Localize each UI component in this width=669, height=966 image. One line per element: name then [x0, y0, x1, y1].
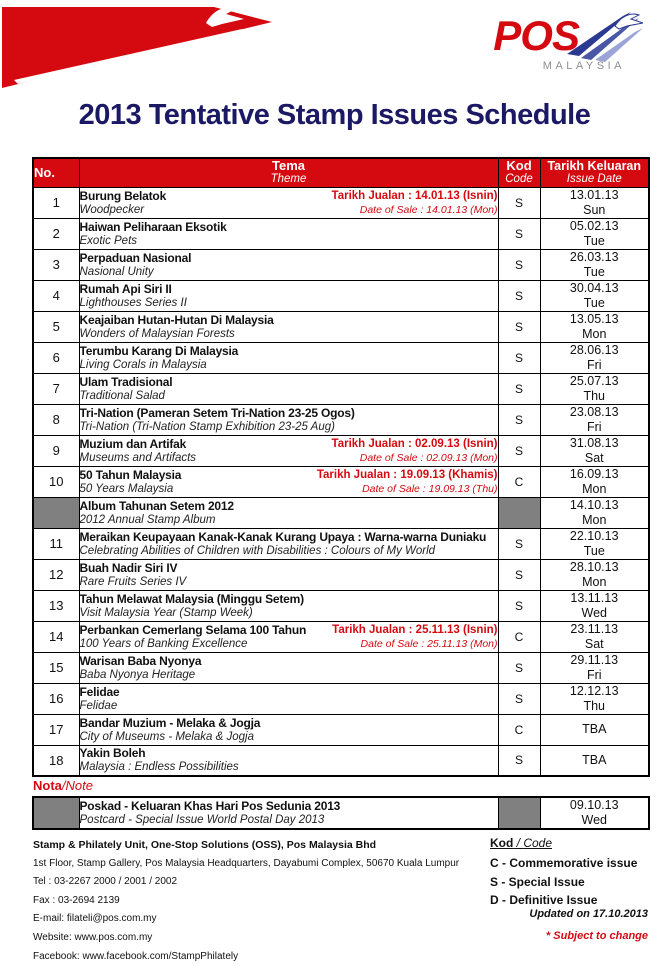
theme-text — [80, 561, 187, 589]
theme-cell — [79, 404, 498, 435]
issue-day: Sun — [583, 202, 606, 217]
contact-line: E-mail: filateli@pos.com.my — [33, 913, 157, 925]
theme-text — [80, 499, 234, 527]
schedule-table — [32, 157, 650, 777]
code-cell: C — [498, 466, 540, 497]
row-number-cell: 4 — [33, 280, 79, 311]
row-number-cell: 1 — [33, 187, 79, 218]
theme-text — [80, 406, 355, 434]
theme-title-english: Tri-Nation (Tri-Nation Stamp Exhibition 23-25 Aug) — [79, 420, 335, 433]
theme-cell — [79, 714, 498, 745]
code-cell: S — [498, 280, 540, 311]
theme-flex — [80, 592, 498, 620]
theme-title-malay: Album Tahunan Setem 2012 — [79, 498, 234, 513]
theme-cell — [79, 652, 498, 683]
code-legend — [490, 836, 648, 910]
contact-line: Fax : 03-2694 2139 — [33, 894, 120, 906]
theme-text — [80, 189, 167, 217]
bird-icon — [615, 14, 643, 29]
theme-text — [80, 592, 304, 620]
issue-date: TBA — [582, 722, 607, 736]
issue-date-cell — [540, 187, 649, 218]
issue-date-cell — [540, 559, 649, 590]
issue-day: Sat — [584, 636, 604, 651]
code-cell: S — [498, 435, 540, 466]
code-cell — [498, 497, 540, 528]
row-number-cell: 3 — [33, 249, 79, 280]
row-number-cell: 5 — [33, 311, 79, 342]
legend-item: D - Definitive Issue — [490, 893, 598, 907]
row-number-cell: 17 — [33, 714, 79, 745]
theme-title-english: Rare Fruits Series IV — [79, 575, 187, 588]
issue-date: 23.08.13 — [569, 404, 619, 419]
row-number-cell: 15 — [33, 652, 79, 683]
issue-date: 31.08.13 — [569, 435, 619, 450]
code-cell: C — [498, 714, 540, 745]
code-cell: S — [498, 342, 540, 373]
theme-title-malay: Warisan Baba Nyonya — [79, 653, 202, 668]
legend-item: C - Commemorative issue — [490, 856, 638, 870]
theme-title-english: Living Corals in Malaysia — [79, 358, 207, 371]
theme-flex — [80, 344, 498, 372]
row-number-cell: 9 — [33, 435, 79, 466]
row-number-cell — [33, 497, 79, 528]
theme-flex — [80, 561, 498, 589]
note-date-cell — [540, 797, 649, 829]
issue-date: 26.03.13 — [569, 249, 619, 264]
theme-title-malay: Burung Belatok — [79, 188, 167, 203]
note-theme-cell — [79, 797, 498, 829]
schedule-row — [33, 745, 649, 776]
issue-date: 05.02.13 — [569, 218, 619, 233]
code-cell: S — [498, 187, 540, 218]
code-cell: S — [498, 528, 540, 559]
theme-text — [80, 282, 187, 310]
row-number-cell: 7 — [33, 373, 79, 404]
row-number-cell: 16 — [33, 683, 79, 714]
theme-cell — [79, 466, 498, 497]
theme-text — [80, 220, 227, 248]
theme-cell — [79, 745, 498, 776]
theme-title-english: Visit Malaysia Year (Stamp Week) — [79, 606, 253, 619]
issue-date-cell — [540, 218, 649, 249]
row-number-cell: 10 — [33, 466, 79, 497]
schedule-row — [33, 187, 649, 218]
schedule-row — [33, 590, 649, 621]
row-number-cell: 14 — [33, 621, 79, 652]
issue-day: Wed — [581, 605, 607, 620]
note-table — [32, 796, 650, 830]
theme-title-malay: Felidae — [79, 684, 120, 699]
theme-title-english: Museums and Artifacts — [79, 451, 197, 464]
note-label-malay: Nota — [33, 778, 62, 793]
row-number-cell: 6 — [33, 342, 79, 373]
sale-note-malay: Tarikh Jualan : 02.09.13 (Isnin) — [331, 437, 498, 450]
theme-cell — [79, 187, 498, 218]
theme-title-english: Felidae — [79, 699, 118, 712]
issue-date-cell — [540, 435, 649, 466]
issue-day: Thu — [583, 698, 606, 713]
theme-cell — [79, 435, 498, 466]
theme-text — [80, 344, 239, 372]
theme-flex — [80, 406, 498, 434]
header-code: Kod Code — [498, 158, 540, 187]
note-separator: / — [61, 778, 66, 793]
sale-date-note — [317, 468, 498, 496]
issue-date: 28.06.13 — [569, 342, 619, 357]
issue-date-cell — [540, 280, 649, 311]
issue-day: Tue — [583, 264, 605, 279]
theme-cell — [79, 590, 498, 621]
theme-cell — [79, 373, 498, 404]
theme-title-malay: Rumah Api Siri II — [79, 281, 172, 296]
header-issue-date: Tarikh Keluaran Issue Date — [540, 158, 649, 187]
theme-title-english: Nasional Unity — [79, 265, 154, 278]
theme-flex — [80, 654, 498, 682]
row-number-cell: 18 — [33, 745, 79, 776]
theme-cell — [79, 559, 498, 590]
issue-date: 16.09.13 — [569, 466, 619, 481]
issue-day: Sat — [584, 450, 604, 465]
issue-day: Fri — [586, 667, 602, 682]
schedule-row — [33, 404, 649, 435]
note-label-english: Note — [65, 778, 93, 793]
issue-date: 13.05.13 — [569, 311, 619, 326]
theme-flex — [80, 623, 498, 651]
row-number-cell: 11 — [33, 528, 79, 559]
theme-title-english: Celebrating Abilities of Children with Disabilities : Colours of My World — [79, 544, 436, 557]
theme-cell — [79, 528, 498, 559]
issue-date-cell — [540, 342, 649, 373]
note-row — [33, 797, 649, 829]
theme-text — [80, 716, 261, 744]
contact-line: Stamp & Philately Unit, One-Stop Solutions (OSS), Pos Malaysia Bhd — [33, 839, 377, 851]
sale-note-english: Date of Sale : 02.09.13 (Mon) — [359, 451, 498, 464]
theme-text — [80, 468, 182, 496]
theme-title-malay: Tri-Nation (Pameran Setem Tri-Nation 23-25 Ogos) — [79, 405, 355, 420]
theme-title-english: City of Museums - Melaka & Jogja — [79, 730, 254, 743]
issue-date-cell — [540, 466, 649, 497]
note-heading — [33, 778, 93, 793]
issue-date-cell — [540, 714, 649, 745]
schedule-row — [33, 218, 649, 249]
theme-flex — [80, 468, 498, 496]
issue-day: Mon — [582, 512, 607, 527]
theme-cell — [79, 497, 498, 528]
code-cell: S — [498, 218, 540, 249]
logo-malaysia-text: MALAYSIA — [542, 60, 625, 72]
header-theme: Tema Theme — [79, 158, 498, 187]
theme-title-english: Baba Nyonya Heritage — [79, 668, 196, 681]
table-header — [33, 158, 649, 187]
page-title: 2013 Tentative Stamp Issues Schedule — [78, 99, 591, 131]
note-issue-day: Wed — [581, 813, 607, 827]
theme-title-malay: 50 Tahun Malaysia — [79, 467, 182, 482]
schedule-row — [33, 249, 649, 280]
theme-title-english: Wonders of Malaysian Forests — [79, 327, 235, 340]
theme-title-english: Traditional Salad — [79, 389, 165, 402]
sale-note-english: Date of Sale : 14.01.13 (Mon) — [359, 203, 498, 216]
schedule-row — [33, 466, 649, 497]
theme-flex — [80, 437, 498, 465]
theme-flex — [80, 746, 498, 774]
issue-date: 13.11.13 — [570, 590, 619, 605]
subject-to-change-label: * Subject to change — [545, 930, 648, 942]
theme-text — [80, 313, 274, 341]
theme-flex — [80, 685, 498, 713]
issue-date-cell — [540, 745, 649, 776]
issue-date: 14.10.13 — [569, 497, 619, 512]
theme-text — [80, 654, 202, 682]
theme-flex — [80, 282, 498, 310]
code-cell: S — [498, 683, 540, 714]
theme-flex — [80, 313, 498, 341]
theme-title-malay: Terumbu Karang Di Malaysia — [79, 343, 239, 358]
legend-item: S - Special Issue — [490, 874, 585, 889]
logo-pos-text: POS — [493, 12, 579, 59]
theme-text — [80, 251, 192, 279]
theme-title-malay: Meraikan Keupayaan Kanak-Kanak Kurang Upaya : Warna-warna Duniaku — [79, 529, 487, 544]
issue-day: Mon — [582, 574, 607, 589]
code-cell: S — [498, 745, 540, 776]
theme-text — [80, 375, 173, 403]
theme-cell — [79, 311, 498, 342]
schedule-row — [33, 528, 649, 559]
row-number-cell: 8 — [33, 404, 79, 435]
sale-note-malay: Tarikh Jualan : 14.01.13 (Isnin) — [331, 189, 498, 202]
note-number-cell — [33, 797, 79, 829]
issue-day: Fri — [586, 357, 602, 372]
theme-title-english: Lighthouses Series II — [79, 296, 187, 309]
issue-date-cell — [540, 404, 649, 435]
theme-title-english: Exotic Pets — [79, 234, 138, 247]
code-cell: S — [498, 590, 540, 621]
issue-day: Thu — [583, 388, 606, 403]
issue-date: 23.11.13 — [570, 621, 619, 636]
logo-swoosh-icon — [565, 10, 643, 62]
sale-note-malay: Tarikh Jualan : 19.09.13 (Khamis) — [316, 468, 498, 481]
contact-line: Facebook: www.facebook.com/StampPhilately — [33, 950, 239, 962]
schedule-row — [33, 683, 649, 714]
issue-day: Tue — [583, 543, 605, 558]
code-cell: S — [498, 249, 540, 280]
issue-date-cell — [540, 683, 649, 714]
red-banner-graphic — [0, 0, 300, 100]
issue-day: Tue — [583, 233, 605, 248]
theme-title-malay: Tahun Melawat Malaysia (Minggu Setem) — [79, 591, 304, 606]
theme-cell — [79, 621, 498, 652]
theme-title-malay: Keajaiban Hutan-Hutan Di Malaysia — [79, 312, 274, 327]
theme-flex — [80, 530, 498, 558]
code-cell: C — [498, 621, 540, 652]
contact-line: Website: www.pos.com.my — [33, 931, 153, 943]
theme-title-english: 100 Years of Banking Excellence — [79, 637, 248, 650]
schedule-row — [33, 311, 649, 342]
row-number-cell: 12 — [33, 559, 79, 590]
issue-date-cell — [540, 528, 649, 559]
issue-date-cell — [540, 497, 649, 528]
theme-cell — [79, 280, 498, 311]
issue-date: 30.04.13 — [569, 280, 619, 295]
issue-date-cell — [540, 621, 649, 652]
theme-text — [80, 530, 487, 558]
theme-title-malay: Perbankan Cemerlang Selama 100 Tahun — [79, 622, 307, 637]
row-number-cell: 13 — [33, 590, 79, 621]
code-cell: S — [498, 404, 540, 435]
issue-date: 13.01.13 — [569, 187, 619, 202]
contact-line: 1st Floor, Stamp Gallery, Pos Malaysia Headquarters, Dayabumi Complex, 50670 Kuala Lumpur — [33, 857, 460, 869]
issue-date-cell — [540, 590, 649, 621]
issue-date: 28.10.13 — [569, 559, 619, 574]
theme-title-malay: Bandar Muzium - Melaka & Jogja — [79, 715, 261, 730]
note-title-english: Postcard - Special Issue World Postal Day 2013 — [79, 814, 325, 826]
sale-note-english: Date of Sale : 19.09.13 (Thu) — [362, 482, 498, 495]
theme-title-english: Woodpecker — [79, 203, 145, 216]
issue-date-cell — [540, 373, 649, 404]
issue-date: 22.10.13 — [569, 528, 619, 543]
sale-note-english: Date of Sale : 25.11.13 (Mon) — [360, 637, 498, 650]
schedule-row — [33, 621, 649, 652]
schedule-row — [33, 652, 649, 683]
issue-date-cell — [540, 652, 649, 683]
sale-note-malay: Tarikh Jualan : 25.11.13 (Isnin) — [332, 623, 498, 636]
issue-day: Tue — [583, 295, 605, 310]
theme-title-malay: Haiwan Peliharaan Eksotik — [79, 219, 227, 234]
contact-line: Tel : 03-2267 2000 / 2001 / 2002 — [33, 876, 178, 888]
theme-flex — [80, 189, 498, 217]
note-issue-date: 09.10.13 — [569, 798, 619, 812]
theme-cell — [79, 342, 498, 373]
theme-cell — [79, 683, 498, 714]
schedule-row — [33, 342, 649, 373]
issue-date: TBA — [582, 752, 607, 767]
theme-cell — [79, 218, 498, 249]
issue-date: 12.12.13 — [569, 683, 619, 698]
schedule-row — [33, 714, 649, 745]
code-cell: S — [498, 311, 540, 342]
theme-title-english: 2012 Annual Stamp Album — [79, 513, 216, 526]
code-cell: S — [498, 652, 540, 683]
updated-date-label: Updated on 17.10.2013 — [529, 908, 648, 920]
schedule-row — [33, 559, 649, 590]
album-row — [33, 497, 649, 528]
theme-text — [80, 746, 239, 774]
theme-title-english: Malaysia : Endless Possibilities — [79, 761, 239, 774]
code-cell: S — [498, 559, 540, 590]
theme-flex — [80, 251, 498, 279]
schedule-row — [33, 280, 649, 311]
theme-flex — [80, 220, 498, 248]
issue-day: Mon — [582, 326, 607, 341]
issue-date-cell — [540, 311, 649, 342]
legend-title: Kod / Code — [490, 836, 553, 850]
theme-flex — [80, 499, 498, 527]
header-no: No. — [33, 158, 79, 187]
theme-text — [80, 685, 120, 713]
code-cell: S — [498, 373, 540, 404]
theme-title-malay: Yakin Boleh — [79, 746, 146, 761]
issue-date: 29.11.13 — [570, 652, 619, 667]
issue-day: Fri — [586, 419, 602, 434]
sale-date-note — [332, 437, 498, 465]
issue-day: Mon — [582, 481, 607, 496]
pos-malaysia-logo — [473, 12, 643, 72]
issue-date: 25.07.13 — [569, 373, 619, 388]
sale-date-note — [332, 189, 498, 217]
theme-text — [80, 623, 307, 651]
theme-flex — [80, 375, 498, 403]
theme-title-malay: Ulam Tradisional — [79, 374, 173, 389]
schedule-row — [33, 373, 649, 404]
theme-flex — [80, 716, 498, 744]
theme-cell — [79, 249, 498, 280]
schedule-row — [33, 435, 649, 466]
theme-title-malay: Buah Nadir Siri IV — [79, 560, 178, 575]
contact-info — [33, 836, 488, 966]
theme-text — [80, 437, 197, 465]
sale-date-note — [332, 623, 497, 651]
note-title-malay: Poskad - Keluaran Khas Hari Pos Sedunia 2013 — [79, 799, 341, 813]
note-code-cell — [498, 797, 540, 829]
theme-title-english: 50 Years Malaysia — [79, 482, 174, 495]
issue-date-cell — [540, 249, 649, 280]
row-number-cell: 2 — [33, 218, 79, 249]
theme-title-malay: Perpaduan Nasional — [79, 250, 192, 265]
theme-title-malay: Muzium dan Artifak — [79, 436, 187, 451]
